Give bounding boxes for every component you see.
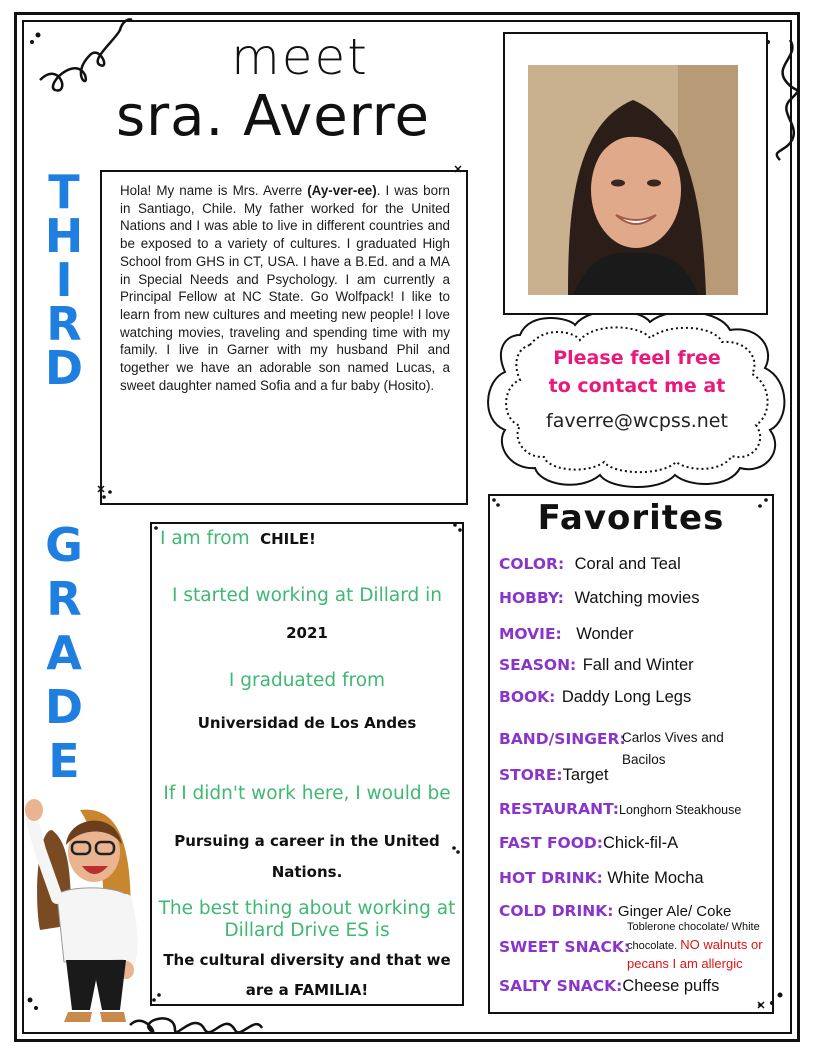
letter-t: T (48, 165, 80, 219)
bio-text: Hola! My name is Mrs. Averre (Ay-ver-ee). I was born in Santiago, Chile. My father worked for the United Nations and I was able to live in different countries and be exposed to a variety of cultures. I graduated High School from GHS in CT, USA. I have a B.Ed. and a MA in Special Needs and Psychology. I am currently a Principal Fellow at NC State. Go Wolfpack! I like to learn from new cultures and meeting new people! I love watching movies, traveling and spending time with my family. I live in Garner with my husband Phil and together we have an adorable son named Lucas, a sweet daughter named Sofia and a fur baby (Hosito). (120, 183, 450, 393)
fav-band-row (499, 730, 626, 749)
fav-fastfood-row (499, 834, 678, 853)
fav-season-row (499, 656, 694, 675)
fav-book-value: Daddy Long Legs (561, 688, 692, 706)
from-row (160, 528, 460, 549)
graduated-value: Universidad de Los Andes (197, 714, 417, 732)
fav-restaurant-row (499, 800, 741, 819)
fav-book-label: BOOK: (499, 688, 556, 706)
fav-hobby-row (499, 589, 699, 608)
fav-color-value: Coral and Teal (574, 555, 681, 573)
fav-hotdrink-value: White Mocha (607, 869, 704, 887)
letter-r: R (46, 572, 82, 626)
letter-d: D (44, 680, 84, 734)
fav-movie-label: MOVIE: (499, 625, 562, 643)
letter-i: I (55, 253, 73, 307)
started-label: I started working at Dillard in (172, 585, 442, 606)
started-value: 2021 (286, 624, 328, 642)
fav-season-value: Fall and Winter (582, 656, 694, 674)
alt-career-label: If I didn't work here, I would be (163, 783, 451, 804)
letter-g: G (45, 518, 83, 572)
teacher-name: sra. Averre (115, 84, 431, 149)
from-label: I am from (160, 528, 250, 549)
bio-body: I was born in Santiago, Chile. My father worked for the United Nations and I was able to live in different countries and be exposed to a variety of cultures. I graduated High School from GHS in CT, USA. I have a B.Ed. and a MA in Special Needs and Psychology. I am currently a Principal Fellow at NC State. Go Wolfpack! I like to learn from new cultures and meeting new people! I love watching movies, traveling and spending time with my family. I live in Garner with my husband Phil and together we have an adorable son named Lucas, a sweet daughter named Sofia and a fur baby (Hosito). (120, 183, 450, 393)
corner-swirl-bottom (130, 1018, 262, 1032)
letter-r: R (46, 297, 82, 351)
fav-store-label: STORE: (499, 766, 563, 784)
fav-movie-row (499, 625, 634, 644)
bio-greeting: Hola! My name is Mrs. Averre (120, 183, 308, 198)
contact-email[interactable]: faverre@wcpss.net (546, 410, 728, 432)
fav-restaurant-value: Longhorn Steakhouse (619, 803, 742, 817)
letter-a: A (46, 626, 82, 680)
fav-book-row (499, 688, 691, 707)
fav-sweet-row (499, 938, 630, 957)
fav-fastfood-value: Chick-fil-A (602, 834, 679, 852)
fav-fastfood-label: FAST FOOD: (499, 834, 603, 852)
fav-colddrink-value: Ginger Ale/ Coke (617, 903, 732, 920)
contact-invite (512, 344, 762, 400)
fav-color-row (499, 555, 681, 574)
fav-sweet-value: Toblerone chocolate/ White chocolate. NO walnuts or pecans I am allergic (627, 918, 777, 973)
third-vertical-label (40, 165, 88, 395)
allergy-warning-2: pecans I am allergic (627, 956, 743, 971)
letter-h: H (44, 209, 84, 263)
from-value: CHILE! (260, 530, 316, 548)
corner-swirl-top-right (777, 40, 798, 160)
grade-vertical-label (40, 518, 88, 788)
letter-d: D (44, 341, 84, 395)
fav-color-label: COLOR: (499, 555, 565, 573)
fav-sweet-label: SWEET SNACK: (499, 938, 631, 956)
best-thing-value: The cultural diversity and that we are a FAMILIA! (163, 951, 451, 999)
fav-movie-value: Wonder (576, 625, 634, 643)
fav-salty-value: Cheese puffs (622, 977, 720, 995)
favorites-title: Favorites (537, 498, 725, 538)
allergy-warning-1: NO walnuts or (680, 937, 763, 952)
fav-salty-row (499, 977, 719, 996)
graduated-label: I graduated from (228, 670, 386, 691)
fav-season-label: SEASON: (499, 656, 577, 674)
fav-colddrink-label: COLD DRINK: (499, 902, 614, 920)
fav-salty-label: SALTY SNACK: (499, 977, 623, 995)
fav-hotdrink-row (499, 869, 704, 888)
letter-e: E (48, 734, 80, 788)
bio-pronunciation: (Ay-ver-ee) (307, 183, 377, 198)
meet-heading: meet (231, 28, 369, 86)
contact-line-2: to contact me at (548, 375, 726, 397)
teacher-photo (528, 65, 738, 295)
fav-band-value: Carlos Vives and Bacilos (622, 730, 724, 767)
fav-hobby-label: HOBBY: (499, 589, 565, 607)
fav-restaurant-label: RESTAURANT: (499, 800, 619, 818)
best-thing-label: The best thing about working at Dillard Drive ES is (158, 898, 456, 941)
fav-hotdrink-label: HOT DRINK: (499, 869, 603, 887)
fav-store-row (499, 766, 609, 785)
fav-hobby-value: Watching movies (574, 589, 700, 607)
fav-band-label: BAND/SINGER: (499, 730, 626, 748)
corner-swirl-top-left (40, 19, 132, 90)
fav-store-value: Target (562, 766, 609, 784)
alt-career-value: Pursuing a career in the United Nations. (174, 832, 440, 881)
contact-line-1: Please feel free (553, 347, 721, 369)
teacher-avatar (22, 790, 142, 1030)
